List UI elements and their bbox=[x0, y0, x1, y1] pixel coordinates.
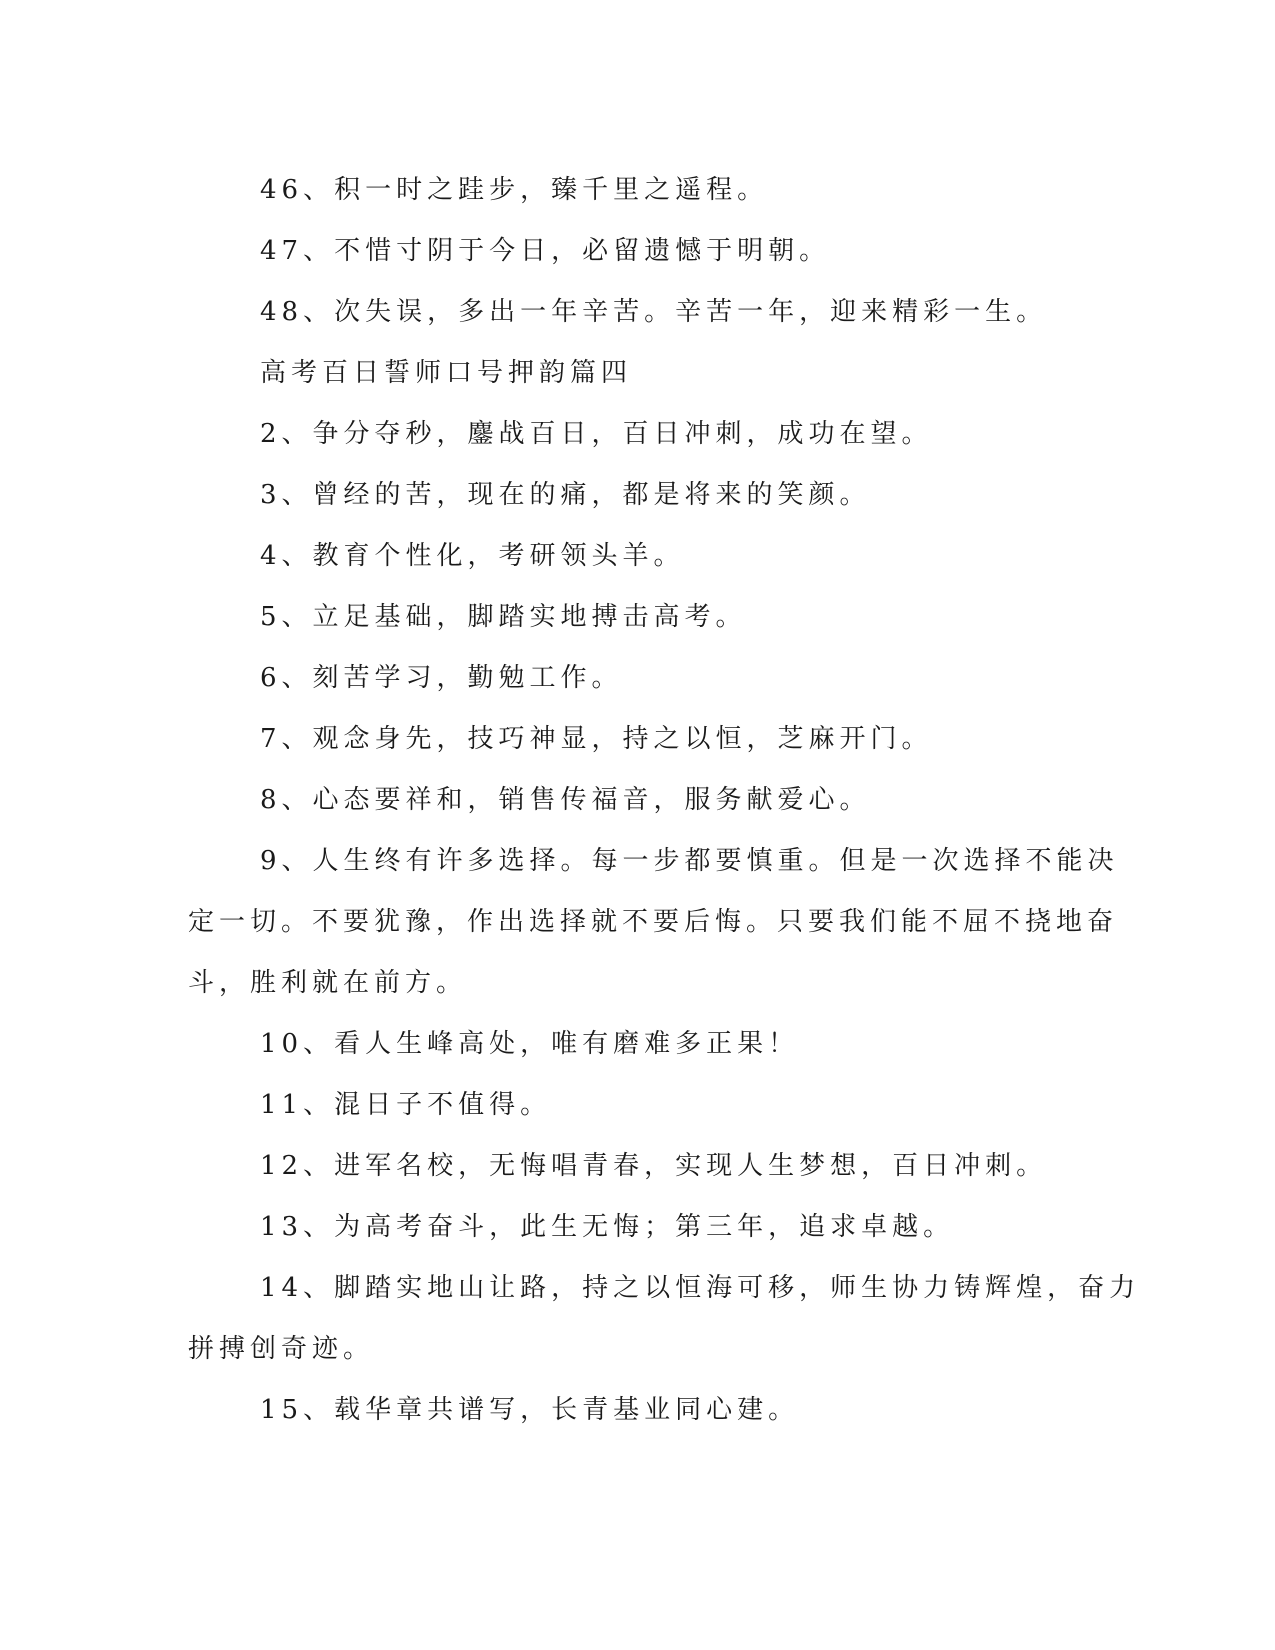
slogan-9-line-1: 9、人生终有许多选择。每一步都要慎重。但是一次选择不能决 bbox=[260, 846, 1119, 876]
slogan-10: 10、看人生峰高处，唯有磨难多正果！ bbox=[260, 1029, 800, 1059]
slogan-7: 7、观念身先，技巧神显，持之以恒，芝麻开门。 bbox=[260, 724, 933, 754]
slogan-14-line-1: 14、脚踏实地山让路，持之以恒海可移，师生协力铸辉煌，奋力 bbox=[260, 1273, 1141, 1303]
slogan-4: 4、教育个性化，考研领头羊。 bbox=[260, 541, 685, 571]
slogan-11: 11、混日子不值得。 bbox=[260, 1090, 552, 1120]
slogan-47: 47、不惜寸阴于今日，必留遗憾于明朝。 bbox=[260, 236, 831, 266]
slogan-13: 13、为高考奋斗，此生无悔；第三年，追求卓越。 bbox=[260, 1212, 955, 1242]
section-heading: 高考百日誓师口号押韵篇四 bbox=[260, 358, 633, 388]
document-body bbox=[188, 160, 1141, 1441]
slogan-8: 8、心态要祥和，销售传福音，服务献爱心。 bbox=[260, 785, 871, 815]
slogan-9-line-2: 定一切。不要犹豫，作出选择就不要后悔。只要我们能不屈不挠地奋 bbox=[188, 907, 1119, 937]
slogan-6: 6、刻苦学习，勤勉工作。 bbox=[260, 663, 623, 693]
slogan-15: 15、载华章共谱写，长青基业同心建。 bbox=[260, 1395, 800, 1425]
slogan-14-line-2: 拼搏创奇迹。 bbox=[188, 1334, 375, 1364]
slogan-46: 46、积一时之跬步，臻千里之遥程。 bbox=[260, 175, 769, 205]
slogan-3: 3、曾经的苦，现在的痛，都是将来的笑颜。 bbox=[260, 480, 871, 510]
slogan-48: 48、次失误，多出一年辛苦。辛苦一年，迎来精彩一生。 bbox=[260, 297, 1048, 327]
slogan-12: 12、进军名校，无悔唱青春，实现人生梦想，百日冲刺。 bbox=[260, 1151, 1048, 1181]
slogan-5: 5、立足基础，脚踏实地搏击高考。 bbox=[260, 602, 747, 632]
slogan-2: 2、争分夺秒，鏖战百日，百日冲刺，成功在望。 bbox=[260, 419, 933, 449]
slogan-9-line-3: 斗，胜利就在前方。 bbox=[188, 968, 468, 998]
